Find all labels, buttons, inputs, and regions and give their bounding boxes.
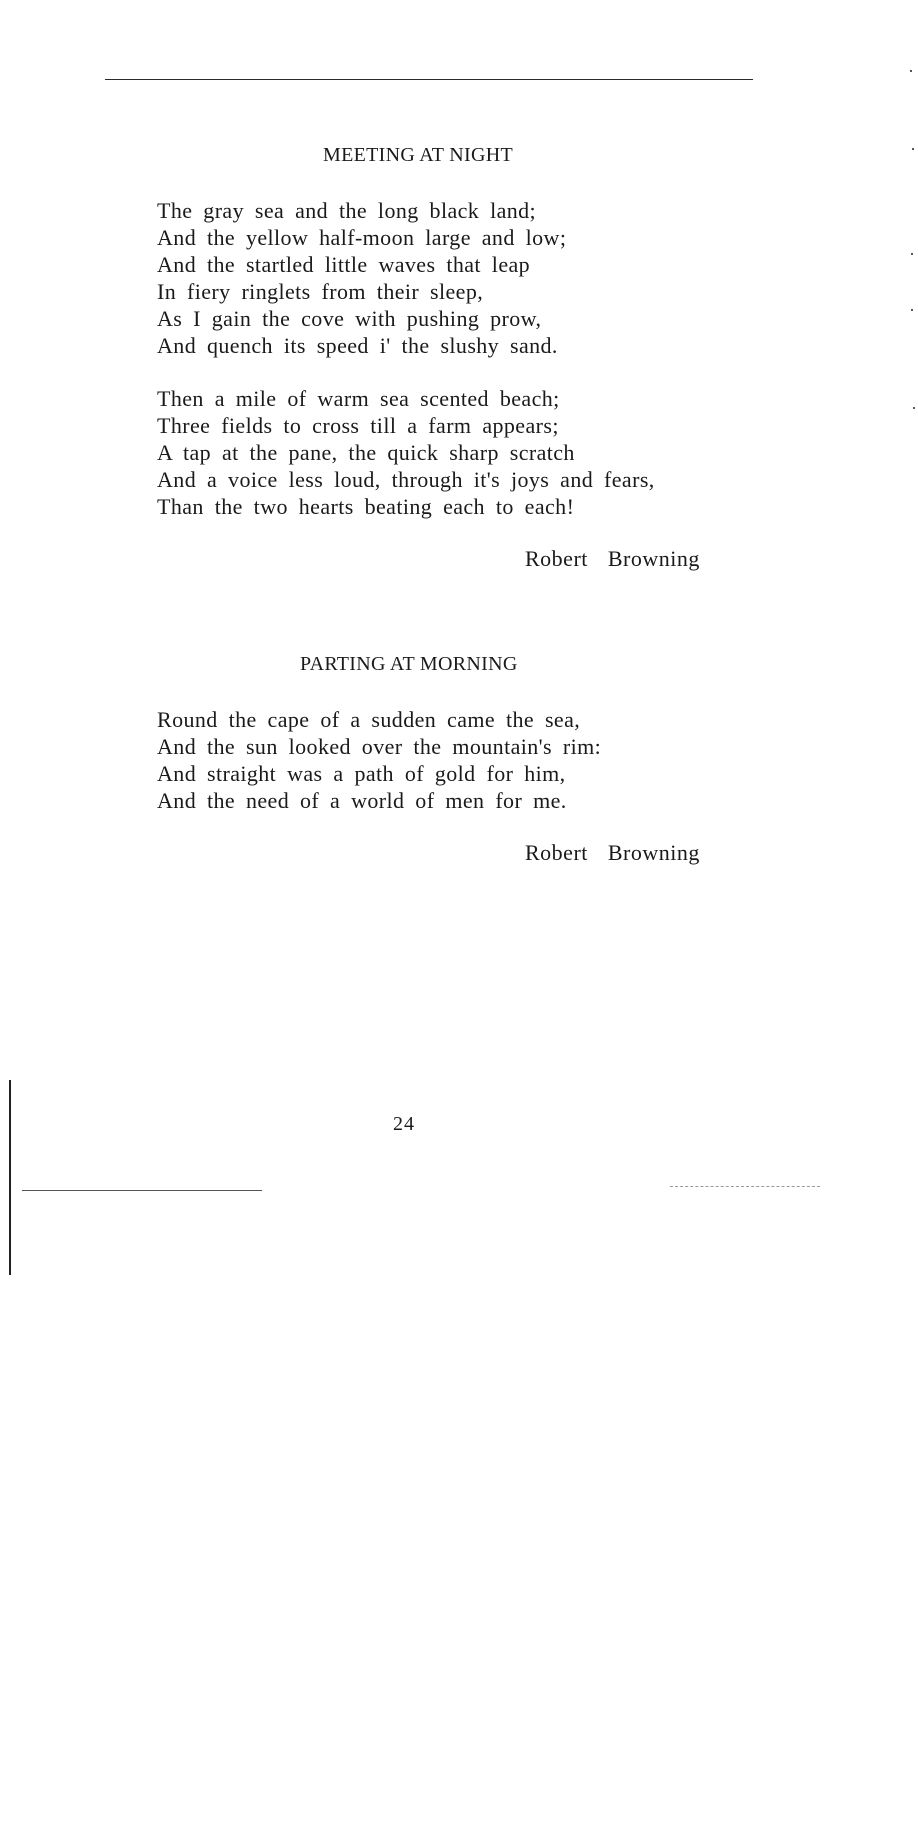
poem-line: And quench its speed i' the slushy sand. [157,333,558,358]
poem-2-stanza-1 [157,706,601,814]
scan-speck [913,407,915,409]
poem-title-parting-at-morning: PARTING AT MORNING [300,653,518,675]
top-rule [105,79,753,80]
poem-1-stanza-1 [157,197,566,359]
scan-speck [912,148,914,150]
scan-speck [910,70,912,72]
poem-line: And a voice less loud, through it's joys and fears, [157,467,655,492]
poem-line: Round the cape of a sudden came the sea, [157,707,581,732]
bottom-rule-left [22,1190,262,1191]
poem-line: Three fields to cross till a farm appears; [157,413,559,438]
page-number: 24 [393,1113,415,1135]
poem-line: Then a mile of warm sea scented beach; [157,386,560,411]
poem-line: And the startled little waves that leap [157,252,531,277]
poem-1-author: Robert Browning [525,546,700,571]
poem-line: The gray sea and the long black land; [157,198,537,223]
scan-edge-mark [9,1080,11,1275]
poem-line: And straight was a path of gold for him, [157,761,566,786]
poem-line: And the yellow half-moon large and low; [157,225,567,250]
poem-line: And the sun looked over the mountain's rim: [157,734,602,759]
poem-title-meeting-at-night: MEETING AT NIGHT [323,144,513,166]
poem-line: In fiery ringlets from their sleep, [157,279,484,304]
poem-1-stanza-2 [157,385,655,520]
poem-2-author: Robert Browning [525,840,700,865]
scan-speck [911,253,913,255]
poem-line: Than the two hearts beating each to each! [157,494,575,519]
scan-speck [911,309,913,311]
bottom-rule-right [670,1186,820,1187]
poem-line: A tap at the pane, the quick sharp scratch [157,440,575,465]
poem-line: As I gain the cove with pushing prow, [157,306,542,331]
poem-line: And the need of a world of men for me. [157,788,567,813]
